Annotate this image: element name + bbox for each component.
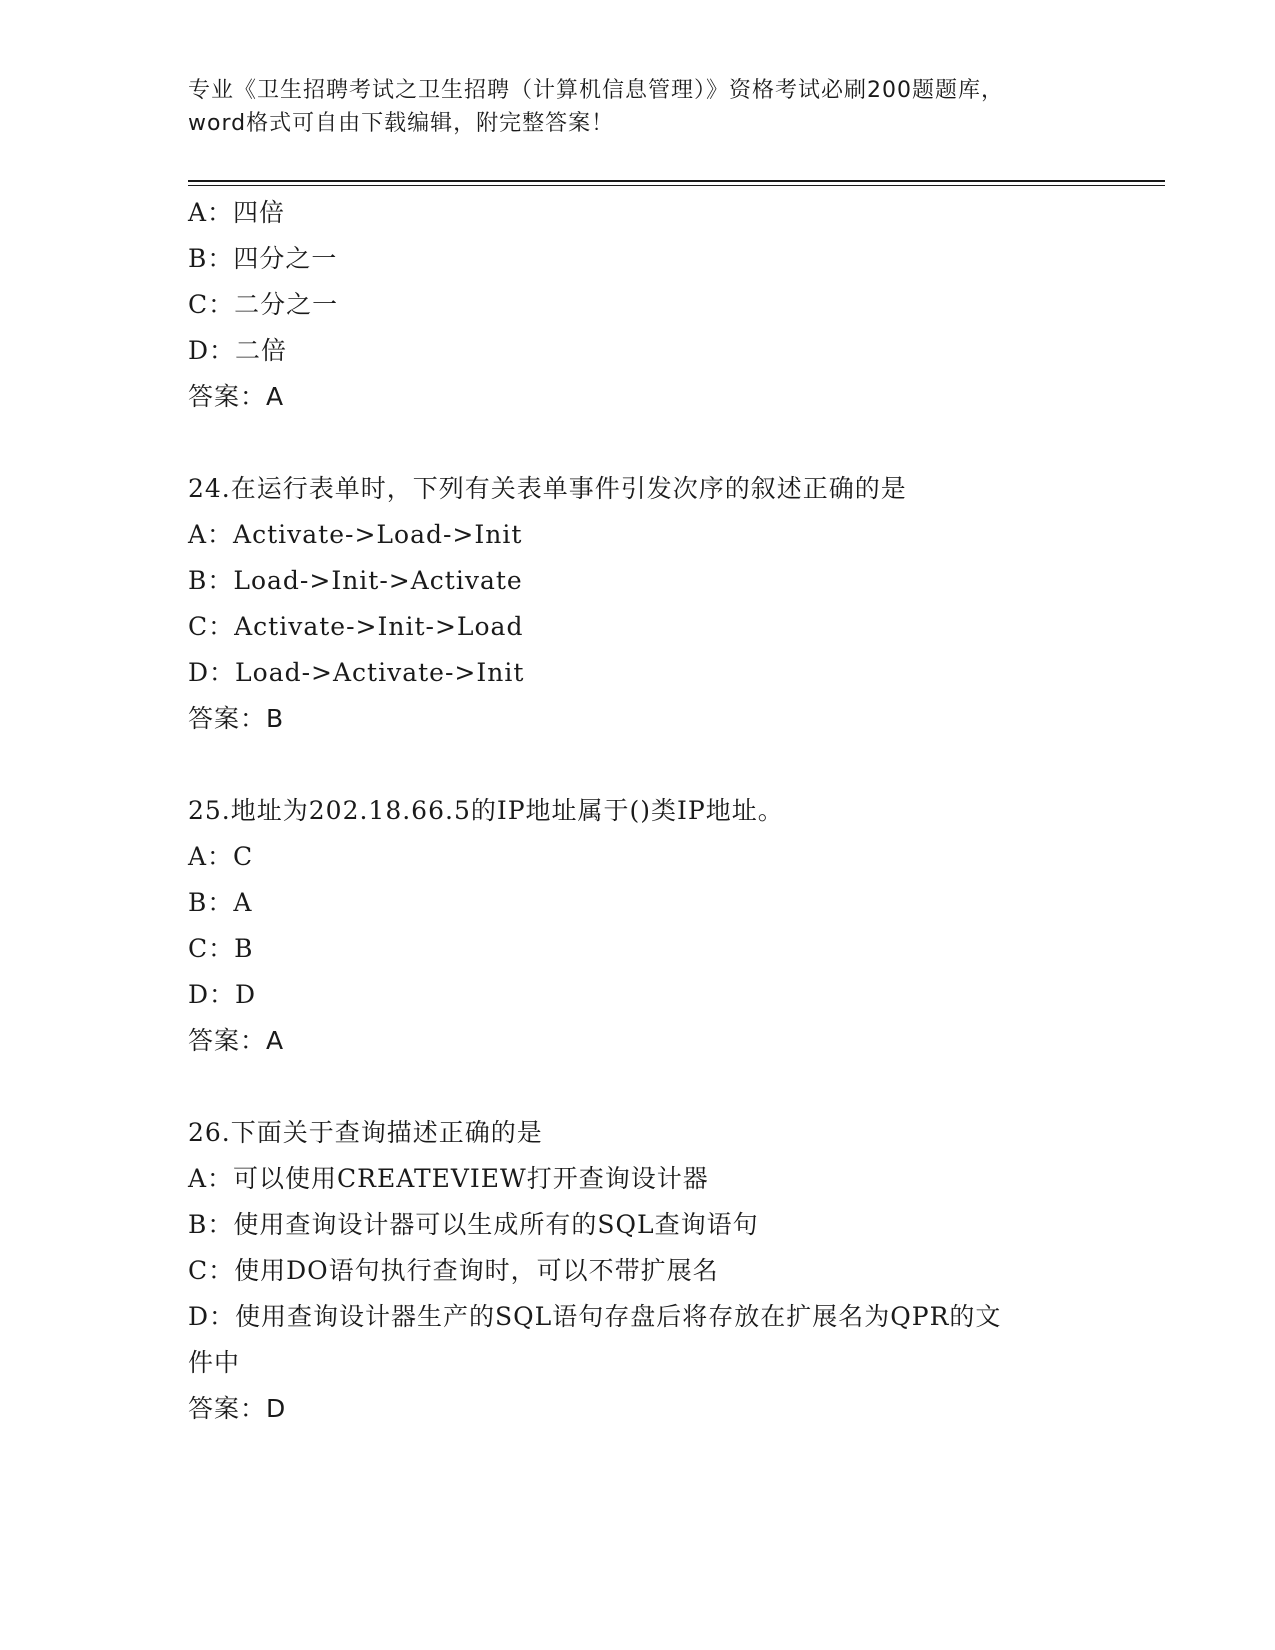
question-text: 25.地址为202.18.66.5的IP地址属于()类IP地址。 [188,796,784,825]
option-b: B：使用查询设计器可以生成所有的SQL查询语句 [188,1210,759,1239]
option-a: A：可以使用CREATEVIEW打开查询设计器 [188,1164,709,1193]
question-24 [188,466,1088,742]
option-b: B：A [188,888,253,917]
document-header [188,74,1088,140]
header-title-line-2: word格式可自由下载编辑，附完整答案！ [188,111,615,136]
spacer [188,1064,1088,1110]
spacer [188,420,1088,466]
question-text: 26.下面关于查询描述正确的是 [188,1118,543,1147]
question-23 [188,190,1088,420]
answer-label: 答案：D [188,1394,287,1423]
option-d-line-1: D：使用查询设计器生产的SQL语句存盘后将存放在扩展名为QPR的文 [188,1302,1002,1331]
question-list [188,190,1088,1432]
option-c: C：B [188,934,254,963]
question-25 [188,788,1088,1064]
option-c: C：使用DO语句执行查询时，可以不带扩展名 [188,1256,719,1285]
option-b: B：Load->Init->Activate [188,566,523,595]
option-b: B：四分之一 [188,244,338,273]
option-a: A：Activate->Load->Init [188,520,523,549]
option-c: C：Activate->Init->Load [188,612,524,641]
option-c: C：二分之一 [188,290,339,319]
option-a: A：四倍 [188,198,286,227]
option-d: D：二倍 [188,336,288,365]
option-d: D：Load->Activate->Init [188,658,525,687]
answer-label: 答案：A [188,1026,285,1055]
header-divider-thin [188,185,1165,186]
answer-label: 答案：A [188,382,285,411]
question-text: 24.在运行表单时，下列有关表单事件引发次序的叙述正确的是 [188,474,907,503]
question-26 [188,1110,1088,1432]
spacer [188,742,1088,788]
answer-label: 答案：B [188,704,285,733]
option-d: D：D [188,980,257,1009]
option-d-line-2: 件中 [188,1348,241,1377]
header-divider-thick [188,180,1165,182]
option-a: A：C [188,842,254,871]
header-title-line-1: 专业《卫生招聘考试之卫生招聘（计算机信息管理）》资格考试必刷200题题库， [188,78,1004,103]
